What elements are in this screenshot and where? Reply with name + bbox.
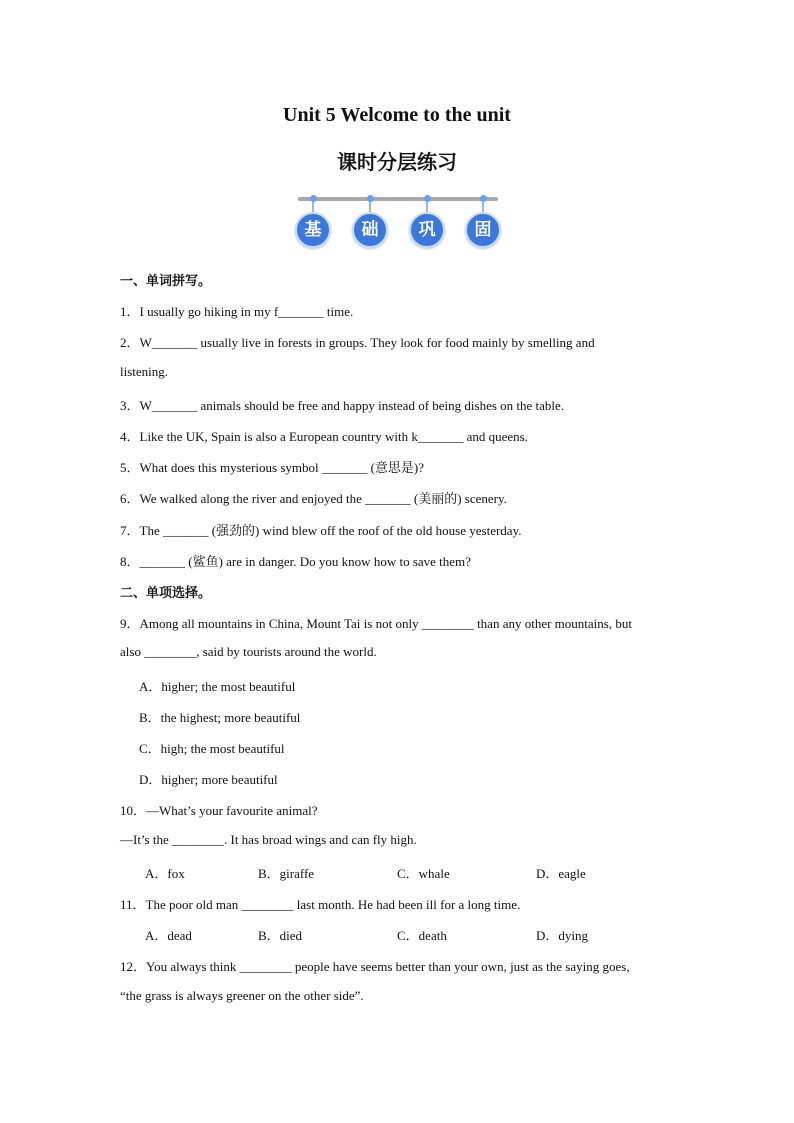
q9-option-d: D．higher; more beautiful	[139, 772, 278, 787]
q9-option-a: A．higher; the most beautiful	[139, 679, 296, 694]
banner-dot	[480, 195, 487, 202]
question-10-continued: —It’s the ________. It has broad wings and can fly high.	[120, 832, 417, 847]
q10-option-c: C．whale	[397, 866, 450, 881]
question-12: 12．You always think ________ people have seems better than your own, just as the saying goes,	[120, 959, 630, 974]
question-8: 8．_______ (鲨鱼) are in danger. Do you know how to save them?	[120, 554, 471, 569]
q11-option-d: D．dying	[536, 928, 589, 943]
question-12-continued: “the grass is always greener on the other side”.	[120, 988, 364, 1003]
question-2: 2．W_______ usually live in forests in groups. They look for food mainly by smelling and	[120, 335, 595, 350]
page-subtitle: 课时分层练习	[337, 150, 457, 174]
q9-option-c: C．high; the most beautiful	[139, 741, 285, 756]
q11-option-a: A．dead	[145, 928, 192, 943]
question-7: 7．The _______ (强劲的) wind blew off the roof of the old house yesterday.	[120, 523, 522, 538]
question-11: 11．The poor old man ________ last month. He had been ill for a long time.	[120, 897, 521, 912]
page-title: Unit 5 Welcome to the unit	[283, 104, 511, 126]
q11-option-c: C．death	[397, 928, 447, 943]
banner-char-chu: 础	[352, 212, 388, 248]
section-heading-spelling: 一、单词拼写。	[120, 274, 212, 289]
banner-bar	[298, 197, 498, 201]
question-2-continued: listening.	[120, 364, 169, 379]
banner-dot	[424, 195, 431, 202]
banner-char-gu: 固	[465, 212, 501, 248]
question-1: 1．I usually go hiking in my f_______ time.	[120, 304, 354, 319]
question-3: 3．W_______ animals should be free and happy instead of being dishes on the table.	[120, 398, 565, 413]
q11-option-b: B．died	[258, 928, 303, 943]
question-5: 5．What does this mysterious symbol _______ (意思是)?	[120, 460, 425, 475]
banner-char-gong: 巩	[409, 212, 445, 248]
question-10: 10．—What’s your favourite animal?	[120, 803, 318, 818]
question-9-continued: also ________, said by tourists around the world.	[120, 644, 377, 659]
q9-option-b: B．the highest; more beautiful	[139, 710, 301, 725]
question-6: 6．We walked along the river and enjoyed the _______ (美丽的) scenery.	[120, 491, 507, 506]
q10-option-a: A．fox	[145, 866, 185, 881]
question-9: 9．Among all mountains in China, Mount Tai is not only ________ than any other mountains, but	[120, 616, 632, 631]
q10-option-d: D．eagle	[536, 866, 586, 881]
question-4: 4．Like the UK, Spain is also a European country with k_______ and queens.	[120, 429, 528, 444]
section-heading-choice: 二、单项选择。	[120, 586, 212, 601]
q10-option-b: B．giraffe	[258, 866, 315, 881]
banner-dot	[367, 195, 374, 202]
banner-char-ji: 基	[295, 212, 331, 248]
section-banner	[298, 194, 498, 254]
banner-dot	[310, 195, 317, 202]
